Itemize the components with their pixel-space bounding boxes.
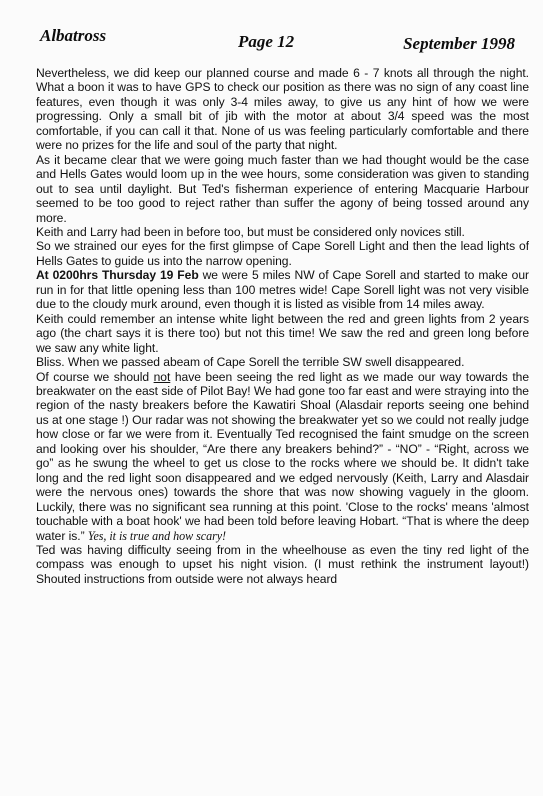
paragraph-5-text: we were 5 miles NW of Cape Sorell and started to make our run in for that little opening less than 100 metres wide! Cape Sorell light was not very visible due to the cloudy murk around, even though it is listed as visible from 14 miles away. bbox=[36, 268, 529, 312]
article-body bbox=[36, 66, 529, 790]
paragraph-1: Nevertheless, we did keep our planned course and made 6 - 7 knots all through the night. What a boon it was to have GPS to check our position as there was no sign of any coast line features, even though it was only 3-4 miles away, to give us any hint of how we were progressing. Only a small bit of jib with the motor at about 3/4 speed was the most comfortable, if you can call it that. None of us was feeling particularly comfortable and there were no prizes for the life and soul of the party that night. bbox=[36, 66, 529, 153]
underlined-word: not bbox=[153, 369, 171, 384]
page-number: Page 12 bbox=[238, 32, 295, 51]
italic-aside: Yes, it is true and how scary! bbox=[87, 528, 227, 543]
paragraph-5 bbox=[36, 268, 529, 311]
paragraph-8-text: have been seeing the red light as we made our way towards the breakwater on the east side of Pilot Bay! We had gone too far east and were straying into the region of the nasty breakers before the Kawatiri Shoal (Alasdair reports seeing one behind us at one stage !) Our radar was not showing the breakwater yet so we could not really judge how close or far we were from it. Eventually Ted recognised the faint smudge on the screen and looking over his shoulder, “Are there any breakers behind?” - “NO” - “Right, across we go” as he swung the wheel to get us close to the rocks where we should be. It didn't take long and the red light soon disappeared and we edged nervously (Keith, Larry and Alasdair were the nervous ones) towards the shore that was now showing vaguely in the gloom. Luckily, there was no significant sea running at this point. 'Close to the rocks' means 'almost touchable with a boat hook' we had been told before leaving Hobart. “That is where the deep water is.” bbox=[36, 369, 529, 543]
paragraph-3: Keith and Larry had been in before too, but must be considered only novices still. bbox=[36, 224, 465, 239]
newsletter-title: Albatross bbox=[40, 26, 107, 45]
paragraph-7: Bliss. When we passed abeam of Cape Sorell the terrible SW swell disappeared. bbox=[36, 355, 465, 370]
paragraph-8-start: Of course we should bbox=[36, 369, 154, 384]
paragraph-2: As it became clear that we were going much faster than we had thought would be the case and Hells Gates would loom up in the wee hours, some consideration was given to standing out to sea until daylight. But Ted's fisherman experience of entering Macquarie Harbour seemed to be too good to reject rather than suffer the agony of being tossed around any more. bbox=[36, 152, 529, 225]
issue-date: September 1998 bbox=[403, 34, 515, 53]
paragraph-6: Keith could remember an intense white light between the red and green lights from 2 years ago (the chart says it is there too) but not this time! We saw the red and green long before we saw any white light. bbox=[36, 311, 529, 355]
time-highlight: At 0200hrs Thursday 19 Feb bbox=[36, 268, 199, 283]
paragraph-8 bbox=[36, 370, 529, 543]
paragraph-4: So we strained our eyes for the first glimpse of Cape Sorell Light and then the lead lights of Hells Gates to guide us into the narrow opening. bbox=[36, 239, 529, 268]
paragraph-9: Ted was having difficulty seeing from in the wheelhouse as even the tiny red light of the compass was enough to upset his night vision. (I must rethink the instrument layout!) Shouted instructions from outside were not always heard bbox=[36, 542, 529, 586]
page-header bbox=[40, 26, 515, 60]
